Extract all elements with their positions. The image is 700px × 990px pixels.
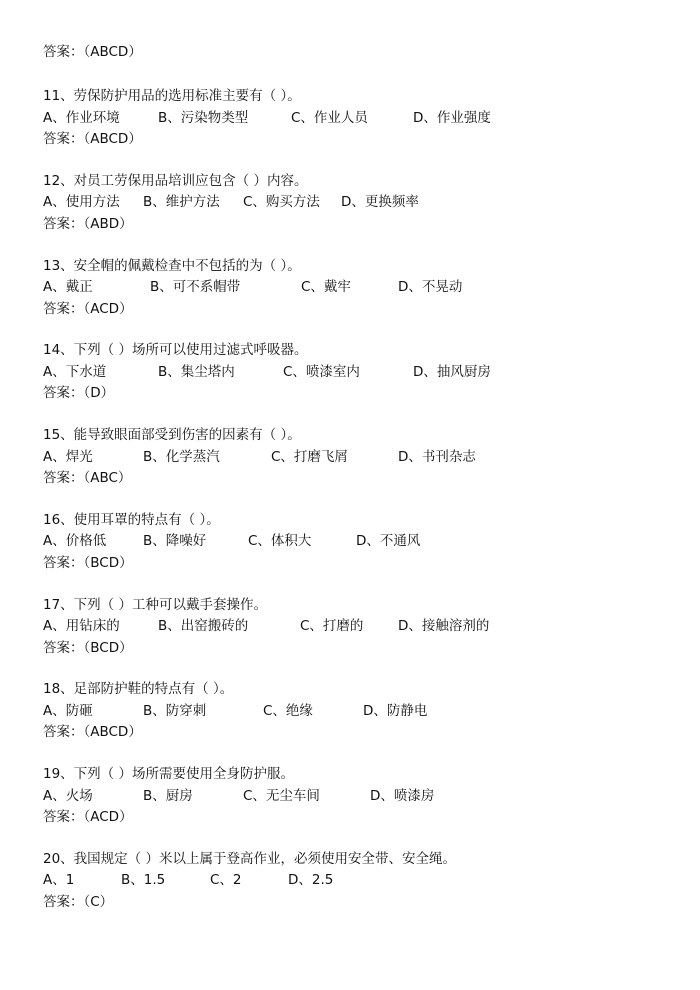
option-d: D、喷漆房 <box>370 787 435 804</box>
option-b: B、降噪好 <box>143 533 207 550</box>
option-a: A、防砸 <box>43 702 93 719</box>
option-c: C、作业人员 <box>291 109 368 126</box>
option-a: A、戴正 <box>43 279 93 295</box>
option-d: D、抽风厨房 <box>413 363 491 380</box>
option-a: A、作业环境 <box>43 109 120 126</box>
option-b: B、防穿刺 <box>143 702 207 719</box>
answer-text: 答案：（ACD） <box>43 809 133 825</box>
option-b: B、厨房 <box>143 787 193 804</box>
option-a: A、用钻床的 <box>43 618 120 634</box>
option-d: D、更换频率 <box>341 194 419 211</box>
answer-text: 答案：（ACD） <box>43 300 133 317</box>
option-b: B、化学蒸汽 <box>143 448 220 465</box>
answer-text: 答案：（BCD） <box>43 639 133 656</box>
option-c: C、购买方法 <box>243 194 320 211</box>
option-d: D、书刊杂志 <box>398 448 476 465</box>
option-c: C、打磨的 <box>300 618 364 634</box>
option-d: D、防静电 <box>363 702 428 719</box>
option-d: D、不晃动 <box>398 279 463 295</box>
option-b: B、集尘塔内 <box>158 363 235 380</box>
question-text: 18、足部防护鞋的特点有（ ）。 <box>43 681 234 698</box>
question-text: 15、能导致眼面部受到伤害的因素有（ ）。 <box>43 427 301 443</box>
option-a: A、下水道 <box>43 363 107 380</box>
answer-text: 答案：（ABC） <box>43 470 132 486</box>
question-text: 14、下列（ ）场所可以使用过滤式呼吸器。 <box>43 342 308 359</box>
option-b: B、1.5 <box>121 872 166 889</box>
previous-answer: 答案：（ABCD） <box>43 44 142 60</box>
question-text: 11、劳保防护用品的选用标准主要有（ ）。 <box>43 88 301 104</box>
question-text: 16、使用耳罩的特点有（ ）。 <box>43 511 220 528</box>
option-a: A、使用方法 <box>43 194 120 211</box>
option-c: C、打磨飞屑 <box>271 448 348 465</box>
option-d: D、作业强度 <box>413 109 491 126</box>
question-text: 12、对员工劳保用品培训应包含（ ）内容。 <box>43 172 308 189</box>
answer-text: 答案：（D） <box>43 385 115 402</box>
option-c: C、体积大 <box>248 533 312 550</box>
answer-text: 答案：（ABCD） <box>43 131 142 147</box>
option-a: A、焊光 <box>43 448 93 465</box>
option-a: A、火场 <box>43 787 93 804</box>
option-a: A、价格低 <box>43 533 107 550</box>
option-c: C、绝缘 <box>263 702 313 719</box>
option-c: C、戴牢 <box>301 279 351 295</box>
option-d: D、不通风 <box>356 533 421 550</box>
option-b: B、污染物类型 <box>158 109 249 126</box>
question-text: 13、安全帽的佩戴检查中不包括的为（ ）。 <box>43 257 301 274</box>
option-d: D、接触溶剂的 <box>398 618 490 634</box>
answer-text: 答案：（ABD） <box>43 215 133 232</box>
question-text: 17、下列（ ）工种可以戴手套操作。 <box>43 596 267 613</box>
option-c: C、喷漆室内 <box>283 363 360 380</box>
option-b: B、出窑搬砖的 <box>158 618 249 634</box>
option-c: C、2 <box>210 872 242 889</box>
answer-text: 答案：（ABCD） <box>43 724 142 741</box>
answer-text: 答案：（C） <box>43 893 114 910</box>
option-b: B、可不系帽带 <box>150 279 241 295</box>
question-text: 20、我国规定（ ）米以上属于登高作业，必须使用安全带、安全绳。 <box>43 850 456 867</box>
answer-text: 答案：（BCD） <box>43 554 133 571</box>
option-c: C、无尘车间 <box>243 787 320 804</box>
option-d: D、2.5 <box>288 872 334 889</box>
question-text: 19、下列（ ）场所需要使用全身防护服。 <box>43 766 294 782</box>
option-b: B、维护方法 <box>143 194 220 211</box>
option-a: A、1 <box>43 872 75 889</box>
